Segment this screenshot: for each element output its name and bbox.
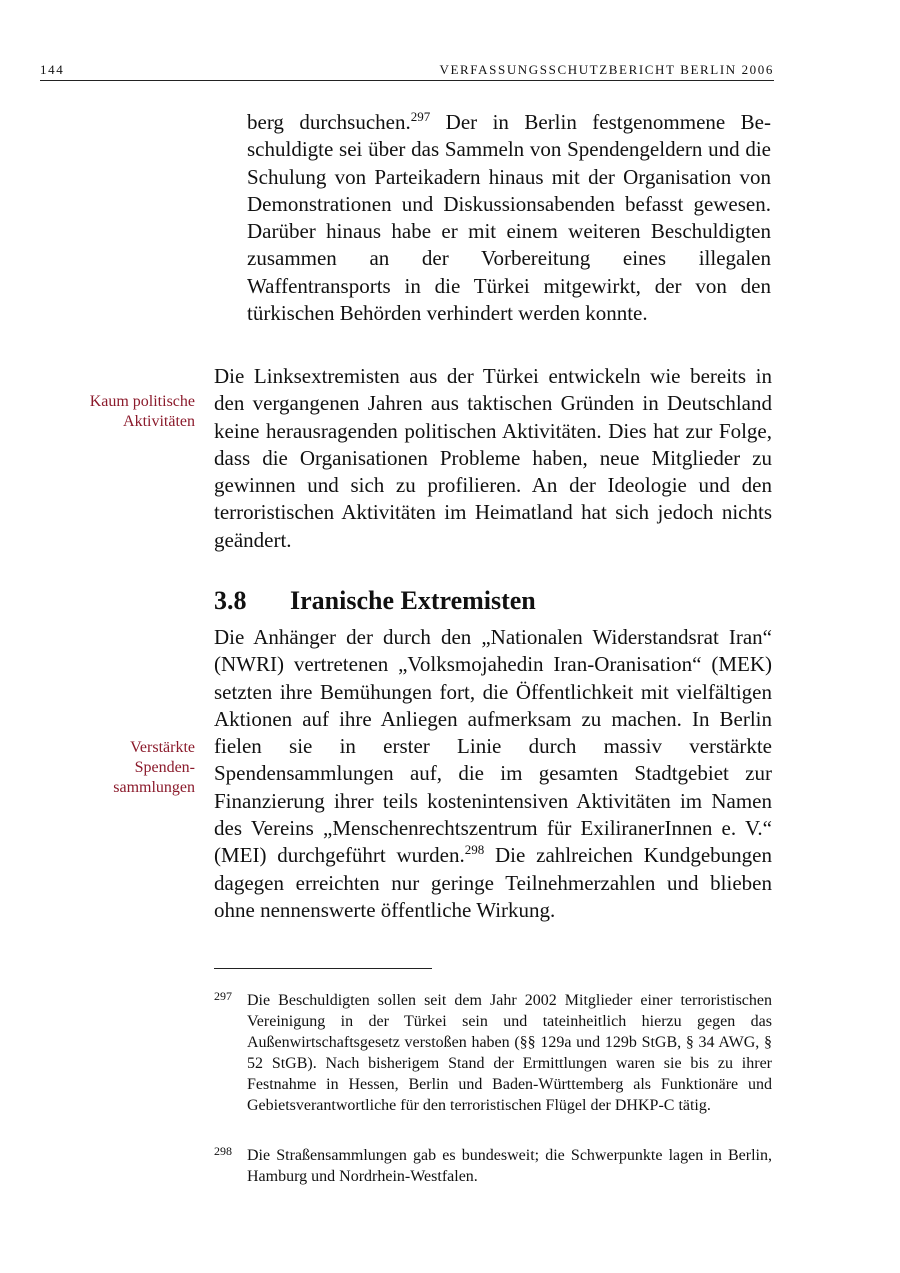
margin-note-political-activities: Kaum politische Aktivitäten: [89, 393, 195, 430]
section-title: Iranische Extremisten: [290, 586, 536, 615]
footnote-298: [214, 1145, 772, 1187]
footnote-number: 298: [214, 1144, 232, 1158]
section-heading: [214, 586, 536, 616]
footnote-ref-297[interactable]: 297: [410, 109, 431, 124]
section-number: 3.8: [214, 586, 247, 615]
paragraph-text-end: Die zahlreichen Kundgebungen dagegen erreichten nur geringe Teilnehmerzahlen und blieben ohne nennenswerte öffentliche Wirkung.: [214, 843, 772, 922]
paragraph-left-extremists: Die Linksextremisten aus der Türkei entwickeln wie bereits in den vergangenen Jahren aus taktischen Gründen in Deutschland keine herausragenden politischen Aktivitäten. Dies hat zur Folge, dass die Organisationen Probleme haben, neue Mitglieder zu gewinnen und sich zu profilieren. An der Ideologie und den terroristischen Aktivitäten im Heimatland hat sich jedoch nichts geändert.: [214, 364, 772, 552]
paragraph-iranian-extremists: [214, 624, 772, 924]
footnote-divider: [214, 968, 432, 969]
footnote-text: Die Beschuldigten sollen seit dem Jahr 2002 Mitglieder einer terroristischen Vereinigung in der Türkei sein und tateinheitlich hierzu gegen das Außenwirtschaftsgesetz verstoßen haben (§§ 129a und 129b StGB, § 34 AWG, § 52 StGB). Nach bisherigem Stand der Ermittlungen waren sie bis zu ihrer Festnahme in Hessen, Berlin und Baden-Württemberg als Funktionäre und Gebietsverantwortliche für den terroristischen Flügel der DHKP-C tätig.: [247, 992, 772, 1114]
footnote-number: 297: [214, 989, 232, 1003]
footnote-297: [214, 990, 772, 1116]
quote-text-start: berg durchsuchen.: [247, 110, 411, 134]
paragraph-text-start: Die Anhänger der durch den „Nationalen Widerstandsrat Iran“ (NWRI) vertretenen „Volksmojahedin Iran-Oranisation“ (MEK) setzten ihre Bemühungen fort, die Öffentlichkeit mit vielfältigen Aktionen auf ihre Anliegen aufmerksam zu machen. In Berlin fielen sie in erster Linie durch massiv verstärkte Spendensammlungen auf, die im gesamten Stadtgebiet zur Finanzierung ihrer teils kostenintensiven Aktivitäten im Namen des Vereins „Menschenrechtszentrum für ExiliranerInnen e. V.“ (MEI) durchgeführt wurden.: [214, 625, 772, 868]
quote-block: [247, 109, 771, 327]
footnote-ref-298[interactable]: 298: [464, 842, 485, 858]
page-header: [40, 62, 774, 81]
footnote-text: Die Straßensammlungen gab es bundesweit; die Schwerpunkte lagen in Berlin, Hamburg und Nordrhein-Westfalen.: [247, 1147, 772, 1185]
page-number: 144: [40, 62, 65, 77]
margin-note-donations: Verstärkte Spendensammlungen: [113, 739, 195, 796]
running-title: VERFASSUNGSSCHUTZBERICHT BERLIN 2006: [439, 62, 774, 77]
quote-text-end: Der in Berlin festgenommene Beschuldigte sei über das Sammeln von Spendengeldern und die Schulung von Parteikadern hinaus mit der Organisation von Demonstrationen und Diskussionsabenden befasst gewesen. Darüber hinaus habe er mit einem weiteren Beschuldigten zusammen an der Vorbereitung eines illegalen Waffentransports in die Türkei mitgewirkt, der von den türkischen Behörden verhindert werden konnte.: [247, 110, 771, 326]
